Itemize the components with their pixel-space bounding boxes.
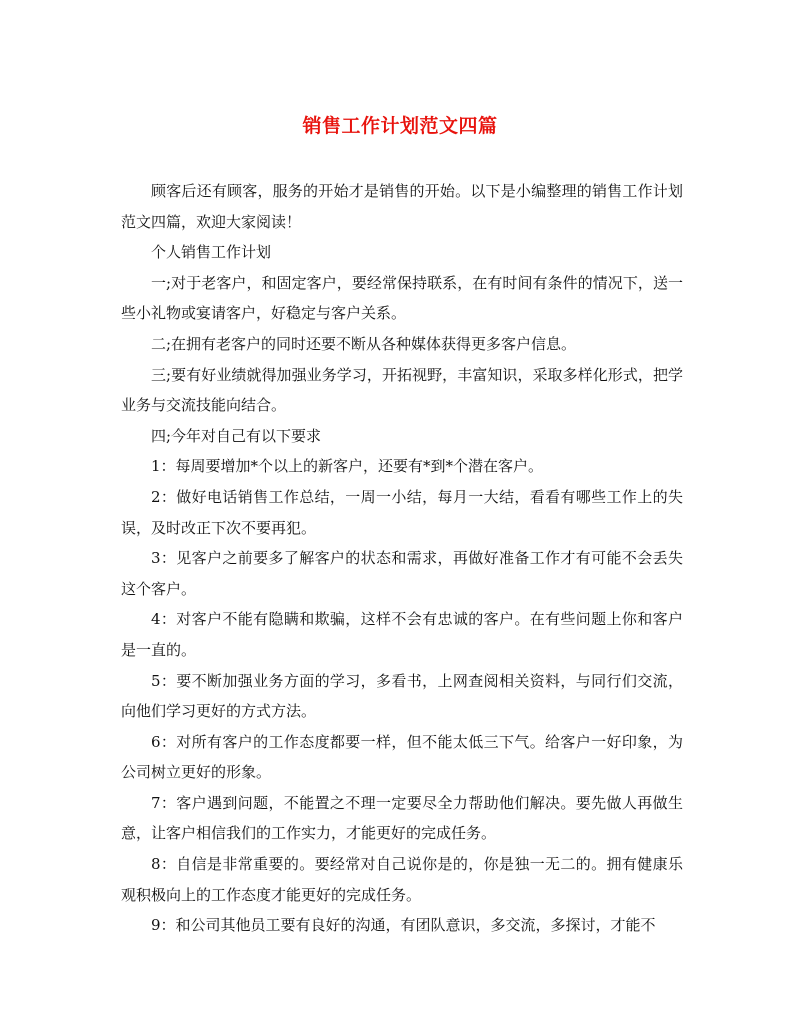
document-title: 销售工作计划范文四篇 [302, 115, 498, 137]
paragraph: 二;在拥有老客户的同时还要不断从各种媒体获得更多客户信息。 [151, 334, 577, 353]
list-item: 9：和公司其他员工要有良好的沟通，有团队意识，多交流，多探讨，才能不 [151, 916, 656, 935]
list-item: 7：客户遇到问题，不能置之不理一定要尽全力帮助他们解决。要先做人再做生意，让客户相信我们的工作实力，才能更好的完成任务。 [121, 793, 683, 843]
document-body [121, 176, 683, 941]
list-item: 1：每周要增加*个以上的新客户，还要有*到*个潜在客户。 [151, 457, 544, 476]
list-item: 4：对客户不能有隐瞒和欺骗，这样不会有忠诚的客户。在有些问题上你和客户是一直的。 [121, 610, 683, 659]
list-item: 2：做好电话销售工作总结，一周一小结，每月一大结，看看有哪些工作上的失误，及时改正下次不要再犯。 [121, 487, 683, 537]
list-item: 6：对所有客户的工作态度都要一样，但不能太低三下气。给客户一好印象，为公司树立更好的形象。 [121, 732, 683, 782]
paragraph: 四;今年对自己有以下要求 [151, 426, 322, 445]
paragraph: 三;要有好业绩就得加强业务学习，开拓视野，丰富知识，采取多样化形式，把学业务与交流技能向结合。 [121, 365, 683, 415]
paragraph-intro: 顾客后还有顾客，服务的开始才是销售的开始。以下是小编整理的销售工作计划范文四篇，欢迎大家阅读！ [121, 182, 683, 231]
list-item: 5：要不断加强业务方面的学习，多看书，上网查阅相关资料，与同行们交流，向他们学习更好的方式方法。 [121, 671, 683, 721]
paragraph: 一;对于老客户，和固定客户，要经常保持联系，在有时间有条件的情况下，送一些小礼物或宴请客户，好稳定与客户关系。 [121, 273, 683, 323]
section-heading: 个人销售工作计划 [151, 243, 272, 262]
list-item: 8：自信是非常重要的。要经常对自己说你是的，你是独一无二的。拥有健康乐观积极向上的工作态度才能更好的完成任务。 [121, 855, 683, 904]
list-item: 3：见客户之前要多了解客户的状态和需求，再做好准备工作才有可能不会丢失这个客户。 [121, 549, 683, 598]
